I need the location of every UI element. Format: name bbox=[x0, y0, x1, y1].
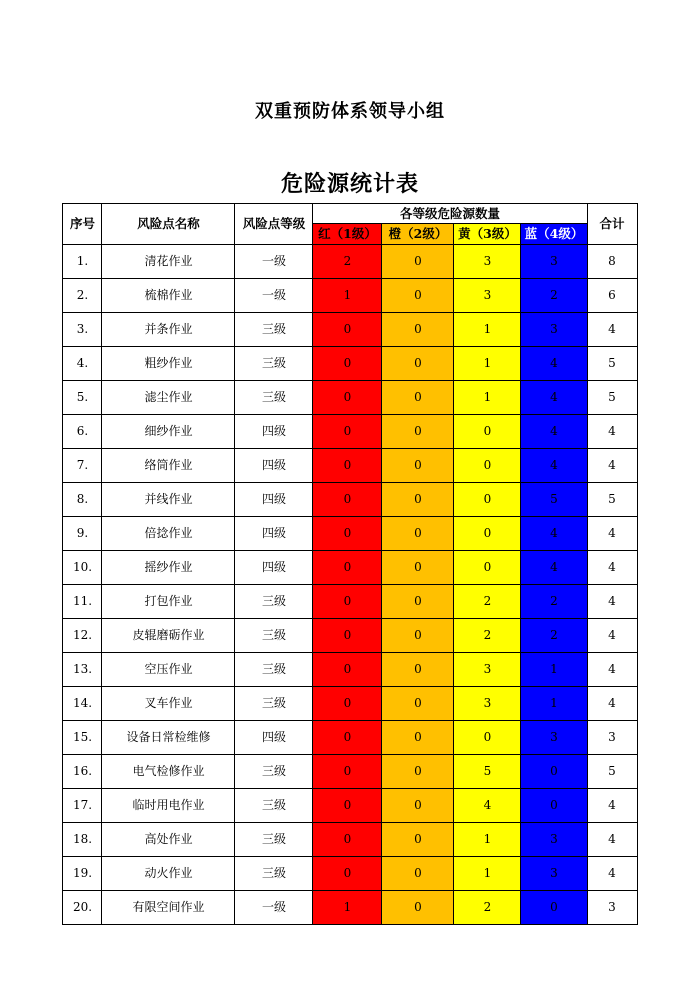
cell-name: 电气检修作业 bbox=[102, 755, 235, 789]
col-header-level: 风险点等级 bbox=[235, 204, 313, 245]
cell-blue: 0 bbox=[521, 891, 587, 925]
cell-index: 12. bbox=[63, 619, 102, 653]
cell-total: 4 bbox=[587, 687, 637, 721]
cell-yellow: 3 bbox=[454, 279, 521, 313]
cell-blue: 0 bbox=[521, 789, 587, 823]
cell-name: 并条作业 bbox=[102, 313, 235, 347]
cell-yellow: 1 bbox=[454, 857, 521, 891]
cell-red: 0 bbox=[313, 517, 382, 551]
table-row bbox=[63, 415, 637, 449]
cell-yellow: 0 bbox=[454, 721, 521, 755]
cell-yellow: 3 bbox=[454, 687, 521, 721]
cell-level: 三级 bbox=[235, 755, 313, 789]
cell-red: 0 bbox=[313, 449, 382, 483]
cell-blue: 3 bbox=[521, 313, 587, 347]
cell-name: 叉车作业 bbox=[102, 687, 235, 721]
cell-name: 滤尘作业 bbox=[102, 381, 235, 415]
cell-orange: 0 bbox=[382, 449, 454, 483]
cell-level: 四级 bbox=[235, 517, 313, 551]
cell-name: 倍捻作业 bbox=[102, 517, 235, 551]
cell-total: 5 bbox=[587, 347, 637, 381]
cell-red: 0 bbox=[313, 721, 382, 755]
page-title: 双重预防体系领导小组 bbox=[255, 101, 445, 122]
cell-blue: 1 bbox=[521, 653, 587, 687]
table-row bbox=[63, 381, 637, 415]
table-row bbox=[63, 313, 637, 347]
cell-index: 3. bbox=[63, 313, 102, 347]
table-row bbox=[63, 449, 637, 483]
cell-orange: 0 bbox=[382, 789, 454, 823]
cell-blue: 0 bbox=[521, 755, 587, 789]
cell-yellow: 1 bbox=[454, 823, 521, 857]
cell-level: 四级 bbox=[235, 551, 313, 585]
cell-yellow: 5 bbox=[454, 755, 521, 789]
col-header-group: 各等级危险源数量 bbox=[313, 204, 587, 224]
cell-total: 4 bbox=[587, 857, 637, 891]
cell-red: 0 bbox=[313, 551, 382, 585]
cell-blue: 2 bbox=[521, 279, 587, 313]
cell-blue: 4 bbox=[521, 381, 587, 415]
cell-orange: 0 bbox=[382, 823, 454, 857]
cell-name: 粗纱作业 bbox=[102, 347, 235, 381]
cell-level: 三级 bbox=[235, 687, 313, 721]
table-row bbox=[63, 891, 637, 925]
cell-level: 三级 bbox=[235, 823, 313, 857]
cell-index: 2. bbox=[63, 279, 102, 313]
cell-name: 高处作业 bbox=[102, 823, 235, 857]
cell-index: 1. bbox=[63, 245, 102, 279]
cell-red: 2 bbox=[313, 245, 382, 279]
cell-name: 设备日常检维修 bbox=[102, 721, 235, 755]
cell-red: 0 bbox=[313, 823, 382, 857]
cell-total: 3 bbox=[587, 891, 637, 925]
cell-blue: 4 bbox=[521, 347, 587, 381]
cell-orange: 0 bbox=[382, 279, 454, 313]
cell-blue: 4 bbox=[521, 449, 587, 483]
cell-red: 1 bbox=[313, 891, 382, 925]
cell-orange: 0 bbox=[382, 585, 454, 619]
cell-orange: 0 bbox=[382, 721, 454, 755]
cell-index: 19. bbox=[63, 857, 102, 891]
cell-yellow: 1 bbox=[454, 347, 521, 381]
cell-orange: 0 bbox=[382, 483, 454, 517]
cell-yellow: 0 bbox=[454, 449, 521, 483]
col-header-name: 风险点名称 bbox=[102, 204, 235, 245]
cell-yellow: 3 bbox=[454, 653, 521, 687]
cell-orange: 0 bbox=[382, 653, 454, 687]
cell-blue: 3 bbox=[521, 823, 587, 857]
cell-name: 梳棉作业 bbox=[102, 279, 235, 313]
cell-blue: 4 bbox=[521, 415, 587, 449]
cell-level: 一级 bbox=[235, 891, 313, 925]
cell-total: 3 bbox=[587, 721, 637, 755]
table-row bbox=[63, 585, 637, 619]
cell-level: 四级 bbox=[235, 721, 313, 755]
cell-level: 三级 bbox=[235, 789, 313, 823]
cell-name: 空压作业 bbox=[102, 653, 235, 687]
table-row bbox=[63, 721, 637, 755]
table-row bbox=[63, 755, 637, 789]
cell-total: 5 bbox=[587, 381, 637, 415]
cell-level: 四级 bbox=[235, 483, 313, 517]
cell-blue: 4 bbox=[521, 551, 587, 585]
cell-yellow: 4 bbox=[454, 789, 521, 823]
cell-level: 三级 bbox=[235, 313, 313, 347]
cell-index: 16. bbox=[63, 755, 102, 789]
cell-level: 四级 bbox=[235, 449, 313, 483]
cell-yellow: 1 bbox=[454, 313, 521, 347]
cell-orange: 0 bbox=[382, 313, 454, 347]
cell-total: 5 bbox=[587, 755, 637, 789]
cell-yellow: 3 bbox=[454, 245, 521, 279]
cell-red: 0 bbox=[313, 483, 382, 517]
cell-yellow: 2 bbox=[454, 585, 521, 619]
col-header-orange-level2: 橙（2级） bbox=[382, 224, 454, 245]
cell-blue: 3 bbox=[521, 721, 587, 755]
col-header-total: 合计 bbox=[587, 204, 637, 245]
table-row bbox=[63, 245, 637, 279]
cell-level: 三级 bbox=[235, 653, 313, 687]
cell-name: 临时用电作业 bbox=[102, 789, 235, 823]
cell-orange: 0 bbox=[382, 755, 454, 789]
cell-yellow: 1 bbox=[454, 381, 521, 415]
cell-name: 细纱作业 bbox=[102, 415, 235, 449]
cell-red: 0 bbox=[313, 755, 382, 789]
table-row bbox=[63, 857, 637, 891]
cell-index: 8. bbox=[63, 483, 102, 517]
cell-yellow: 2 bbox=[454, 891, 521, 925]
cell-red: 0 bbox=[313, 789, 382, 823]
cell-level: 三级 bbox=[235, 585, 313, 619]
cell-index: 11. bbox=[63, 585, 102, 619]
cell-red: 0 bbox=[313, 619, 382, 653]
table-row bbox=[63, 619, 637, 653]
cell-orange: 0 bbox=[382, 891, 454, 925]
cell-name: 并线作业 bbox=[102, 483, 235, 517]
cell-orange: 0 bbox=[382, 857, 454, 891]
col-header-yellow-level3: 黄（3级） bbox=[454, 224, 521, 245]
cell-red: 0 bbox=[313, 415, 382, 449]
cell-name: 清花作业 bbox=[102, 245, 235, 279]
cell-yellow: 0 bbox=[454, 483, 521, 517]
cell-red: 0 bbox=[313, 687, 382, 721]
col-header-index: 序号 bbox=[63, 204, 102, 245]
cell-total: 4 bbox=[587, 449, 637, 483]
cell-blue: 3 bbox=[521, 857, 587, 891]
table-body bbox=[63, 245, 637, 925]
cell-level: 三级 bbox=[235, 619, 313, 653]
cell-orange: 0 bbox=[382, 381, 454, 415]
cell-blue: 2 bbox=[521, 585, 587, 619]
cell-index: 9. bbox=[63, 517, 102, 551]
cell-yellow: 0 bbox=[454, 415, 521, 449]
col-header-blue-level4: 蓝（4级） bbox=[521, 224, 587, 245]
table-row bbox=[63, 789, 637, 823]
cell-index: 5. bbox=[63, 381, 102, 415]
cell-red: 0 bbox=[313, 653, 382, 687]
cell-total: 4 bbox=[587, 517, 637, 551]
cell-blue: 2 bbox=[521, 619, 587, 653]
table-title: 危险源统计表 bbox=[280, 171, 419, 197]
cell-total: 5 bbox=[587, 483, 637, 517]
col-header-red-level1: 红（1级） bbox=[313, 224, 382, 245]
table-row bbox=[63, 551, 637, 585]
table-row bbox=[63, 347, 637, 381]
cell-red: 1 bbox=[313, 279, 382, 313]
cell-index: 14. bbox=[63, 687, 102, 721]
cell-total: 6 bbox=[587, 279, 637, 313]
cell-level: 一级 bbox=[235, 279, 313, 313]
cell-blue: 4 bbox=[521, 517, 587, 551]
cell-red: 0 bbox=[313, 585, 382, 619]
cell-total: 4 bbox=[587, 415, 637, 449]
cell-red: 0 bbox=[313, 313, 382, 347]
cell-index: 4. bbox=[63, 347, 102, 381]
table-header bbox=[63, 204, 637, 245]
cell-total: 4 bbox=[587, 585, 637, 619]
cell-index: 17. bbox=[63, 789, 102, 823]
cell-level: 三级 bbox=[235, 347, 313, 381]
cell-total: 4 bbox=[587, 823, 637, 857]
cell-blue: 3 bbox=[521, 245, 587, 279]
cell-total: 4 bbox=[587, 619, 637, 653]
cell-blue: 1 bbox=[521, 687, 587, 721]
cell-index: 15. bbox=[63, 721, 102, 755]
cell-orange: 0 bbox=[382, 551, 454, 585]
cell-yellow: 0 bbox=[454, 517, 521, 551]
cell-orange: 0 bbox=[382, 619, 454, 653]
cell-red: 0 bbox=[313, 381, 382, 415]
cell-name: 有限空间作业 bbox=[102, 891, 235, 925]
cell-orange: 0 bbox=[382, 415, 454, 449]
table-row bbox=[63, 279, 637, 313]
cell-index: 18. bbox=[63, 823, 102, 857]
cell-total: 4 bbox=[587, 653, 637, 687]
cell-index: 6. bbox=[63, 415, 102, 449]
table-row bbox=[63, 653, 637, 687]
cell-blue: 5 bbox=[521, 483, 587, 517]
cell-name: 摇纱作业 bbox=[102, 551, 235, 585]
cell-name: 动火作业 bbox=[102, 857, 235, 891]
cell-red: 0 bbox=[313, 347, 382, 381]
cell-index: 10. bbox=[63, 551, 102, 585]
cell-name: 络筒作业 bbox=[102, 449, 235, 483]
cell-name: 打包作业 bbox=[102, 585, 235, 619]
table-row bbox=[63, 687, 637, 721]
table-row bbox=[63, 517, 637, 551]
cell-total: 8 bbox=[587, 245, 637, 279]
cell-level: 四级 bbox=[235, 415, 313, 449]
cell-index: 20. bbox=[63, 891, 102, 925]
cell-name: 皮辊磨砺作业 bbox=[102, 619, 235, 653]
cell-yellow: 0 bbox=[454, 551, 521, 585]
cell-orange: 0 bbox=[382, 517, 454, 551]
cell-orange: 0 bbox=[382, 687, 454, 721]
cell-level: 三级 bbox=[235, 857, 313, 891]
cell-orange: 0 bbox=[382, 347, 454, 381]
cell-yellow: 2 bbox=[454, 619, 521, 653]
cell-level: 三级 bbox=[235, 381, 313, 415]
cell-total: 4 bbox=[587, 789, 637, 823]
table-row bbox=[63, 823, 637, 857]
header-row-top bbox=[63, 204, 637, 224]
cell-orange: 0 bbox=[382, 245, 454, 279]
table-row bbox=[63, 483, 637, 517]
cell-level: 一级 bbox=[235, 245, 313, 279]
cell-total: 4 bbox=[587, 551, 637, 585]
cell-index: 7. bbox=[63, 449, 102, 483]
hazard-stats-table bbox=[62, 203, 637, 925]
cell-red: 0 bbox=[313, 857, 382, 891]
cell-index: 13. bbox=[63, 653, 102, 687]
cell-total: 4 bbox=[587, 313, 637, 347]
